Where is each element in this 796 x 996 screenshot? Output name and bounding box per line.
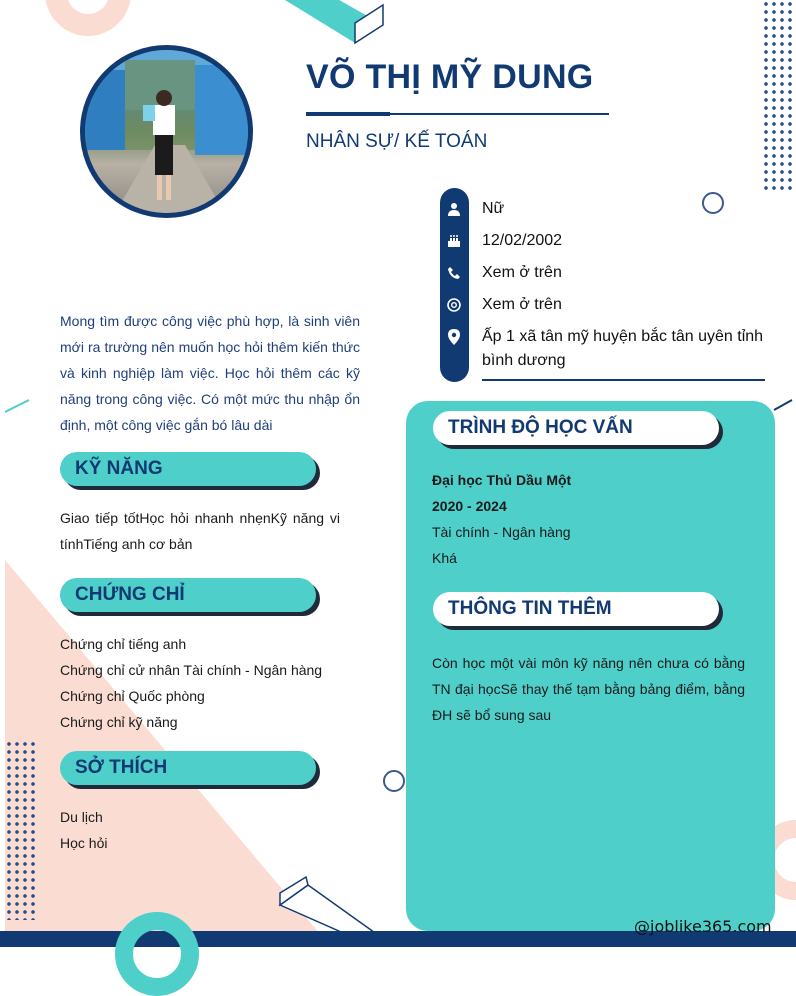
education-years: 2020 - 2024 [432, 498, 507, 514]
contact-gender: Nữ [482, 200, 505, 217]
decorative-prism-bottom [278, 875, 388, 935]
career-objective: Mong tìm được công việc phù hợp, là sinh viên mới ra trường nên muốn học hỏi thêm kiến thức và kinh nghiệp làm việc. Học hỏi thêm các kỹ năng trong công việc. Có một mức thu nhập ổn định, một công việc gắn bó lâu dài [60, 313, 360, 433]
certificate-item: Chứng chỉ Quốc phòng [60, 688, 205, 704]
contact-phone: Xem ở trên [482, 264, 562, 281]
education-details [432, 467, 752, 571]
skills-text: Giao tiếp tốtHọc hỏi nhanh nhẹnKỹ năng vi tínhTiếng anh cơ bản [60, 510, 340, 552]
additional-info-heading: THÔNG TIN THÊM [433, 592, 719, 626]
certificate-item: Chứng chỉ kỹ năng [60, 714, 178, 730]
contact-email: Xem ở trên [482, 296, 562, 313]
name-divider-accent [306, 112, 390, 116]
education-school: Đại học Thủ Dầu Một [432, 472, 572, 488]
hobbies-heading: SỞ THÍCH [60, 751, 316, 785]
decorative-circle-middle [383, 770, 405, 792]
contact-divider [482, 379, 765, 381]
watermark: @joblike365.com [634, 917, 772, 936]
profile-photo [80, 45, 253, 218]
education-grade: Khá [432, 550, 457, 566]
certificates-list [60, 631, 360, 735]
contact-address: Ấp 1 xã tân mỹ huyện bắc tân uyên tỉnh bình dương [482, 328, 764, 369]
additional-info-text: Còn học một vài môn kỹ năng nên chưa có bằng TN đại họcSẽ thay thế tạm bằng bảng điểm, bằng ĐH sẽ bổ sung sau [432, 655, 745, 723]
hobby-item: Học hỏi [60, 835, 108, 851]
candidate-name: VÕ THỊ MỸ DUNG [306, 58, 594, 96]
decorative-dots-top-right [762, 0, 796, 190]
decorative-stroke-left [5, 398, 35, 418]
contact-icon-bar [440, 188, 469, 382]
decorative-pink-triangle [5, 560, 325, 940]
decorative-circle-right [702, 192, 724, 214]
certificates-heading: CHỨNG CHỈ [60, 578, 316, 612]
phone-icon [446, 265, 462, 281]
decorative-ring-bottom [115, 912, 199, 996]
education-major: Tài chính - Ngân hàng [432, 524, 571, 540]
contact-birthday: 12/02/2002 [482, 232, 563, 249]
user-icon [446, 201, 462, 217]
certificate-item: Chứng chỉ tiếng anh [60, 636, 187, 652]
skills-heading: KỸ NĂNG [60, 452, 316, 486]
location-pin-icon [446, 329, 462, 345]
hobbies-list [60, 804, 260, 856]
decorative-dots-bottom-left [5, 740, 35, 920]
education-heading: TRÌNH ĐỘ HỌC VẤN [433, 411, 719, 445]
decorative-stroke-right [772, 398, 796, 418]
hobby-item: Du lịch [60, 809, 103, 825]
certificate-item: Chứng chỉ cử nhân Tài chính - Ngân hàng [60, 662, 323, 678]
at-icon [446, 297, 462, 313]
decorative-prism-top [285, 0, 385, 50]
decorative-ring-top [45, 0, 131, 36]
job-title: NHÂN SỰ/ KẾ TOÁN [306, 131, 488, 152]
cake-icon [446, 233, 462, 249]
